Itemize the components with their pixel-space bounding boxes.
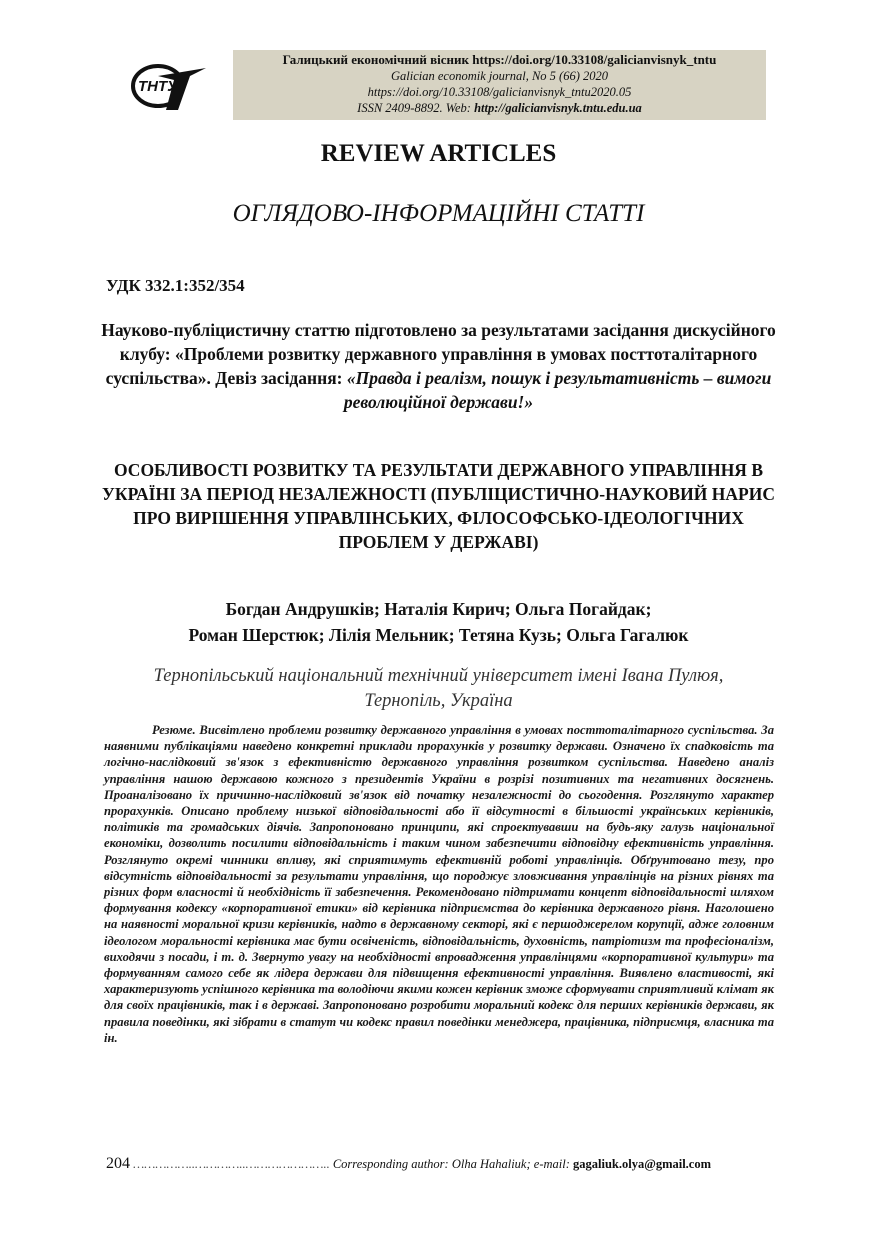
journal-url[interactable]: http://galicianvisnyk.tntu.edu.ua [474,101,642,115]
page-footer [106,1155,776,1173]
section-title-en: REVIEW ARTICLES [320,140,557,167]
abstract-indent [104,723,152,737]
intro-note [90,318,787,414]
abstract-body: Висвітлено проблеми розвитку державного управління в умовах посттоталітарного суспільства. За наявними публікаціями наведено конкретні приклади прорахунків у розвитку держави. Означено їх спадковість та логічно-наслідковий зв'язок з ефективністю державного управління розвитком суспільства. Наведено аналіз управління нашою державою кожного з президентів України в розрізі позитивних та негативних досягнень. Проаналізовано їх причинно-наслідковий зв'язок від початку незалежності до сьогодення. Розглянуто характер прорахунків. Описано проблему низької відповідальності або її відсутності в більшості українських керівників, політиків та громадських діячів. Запропоновано принципи, які спроектувавши на будь-яку галузь національної економіки, дозволить посилити відповідальність і таким чином забезпечити відповідну ефективність управління. Розглянуто окремі чинники впливу, які сприятимуть ефективній роботі управлінців. Обґрунтовано тезу, про відсутність відповідальності за результати управління, що породжує зловживання управлінців на різних рівнях та різних форм власності й необхідність її забезпечення. Рекомендовано підтримати концепт відповідальності шляхом формування кодексу «корпоративної етики» від керівника підприємства до керівника державного рівня. Наголошено на наявності моральної кризи керівників, надто в державному секторі, які є першоджерелом корупції, адже головним ідеологом моральності керівника має бути освіченість, відповідальність, духовність, патріотизм та професіоналізм, виходячи з посади, і т. д. Звернуто увагу на необхідності впровадження управлінцями «корпоративної культури» та формуванням самого себе як лідера держави для підвищення ефективності управління. Виявлено властивості, які характеризують успішного керівника та володіючи якими кожен керівник зможе сформувати сприятливий клімат як для своїх працівників, так і в державі. Запропоновано розробити моральний кодекс для перших керівників держави, як правила поведінки, які зібрати в статут чи кодекс правил поведінки менеджера, працівника, підприємця, власника та ін. [104,723,774,1045]
intro-text: Науково-публіцистичну статтю підготовлено за результатами засідання дискусійного клубу: «Проблеми розвитку державного управління в умовах посттоталітарного суспільства». [101,320,776,388]
issn-text: ISSN 2409-8892. Web: [357,101,475,115]
journal-header [233,50,766,120]
author-email[interactable]: gagaliuk.olya@gmail.com [573,1157,712,1171]
corresponding-author: Corresponding author: Olha Hahaliuk; e-mail: [332,1157,573,1171]
authors-line-2: Роман Шерстюк; Лілія Мельник; Тетяна Кузь; Ольга Гагалюк [188,625,689,645]
page-number: 204 [106,1155,130,1172]
footer-dots: ……………..…………..………………….. [133,1157,333,1171]
logo-text: ТНТУ [138,78,178,95]
section-title-ua: ОГЛЯДОВО-ІНФОРМАЦІЙНІ СТАТТІ [232,200,645,227]
abstract [104,722,774,1046]
journal-issn-line [233,100,766,116]
journal-title-line: Галицький економічний вісник https://doi.org/10.33108/galicianvisnyk_tntu [282,52,717,67]
affiliation [60,664,817,714]
affiliation-line-2: Тернопіль, Україна [364,691,513,711]
authors-line-1: Богдан Андрушків; Наталія Кирич; Ольга Погайдак; [225,599,652,619]
tntu-logo [128,54,206,114]
authors [60,596,817,648]
article-title: ОСОБЛИВОСТІ РОЗВИТКУ ТА РЕЗУЛЬТАТИ ДЕРЖАВНОГО УПРАВЛІННЯ В УКРАЇНІ ЗА ПЕРІОД НЕЗАЛЕЖНОСТІ (ПУБЛІЦИСТИЧНО-НАУКОВИЙ НАРИС ПРО ВИРІШЕННЯ УПРАВЛІНСЬКИХ, ФІЛОСОФСЬКО-ІДЕОЛОГІЧНИХ ПРОБЛЕМ У ДЕРЖАВІ) [102,460,775,552]
affiliation-line-1: Тернопільський національний технічний університет імені Івана Пулюя, [153,666,724,686]
abstract-lead: Резюме. [152,723,196,737]
udk-code: УДК 332.1:352/354 [106,276,245,295]
motto-label: Девіз засідання: [215,368,347,388]
journal-doi-line: https://doi.org/10.33108/galicianvisnyk_tntu2020.05 [367,85,632,99]
motto-text: «Правда і реалізм, пошук і результативність – вимоги революційної держави!» [343,368,772,412]
journal-issue-line: Galician economik journal, No 5 (66) 2020 [391,69,608,83]
